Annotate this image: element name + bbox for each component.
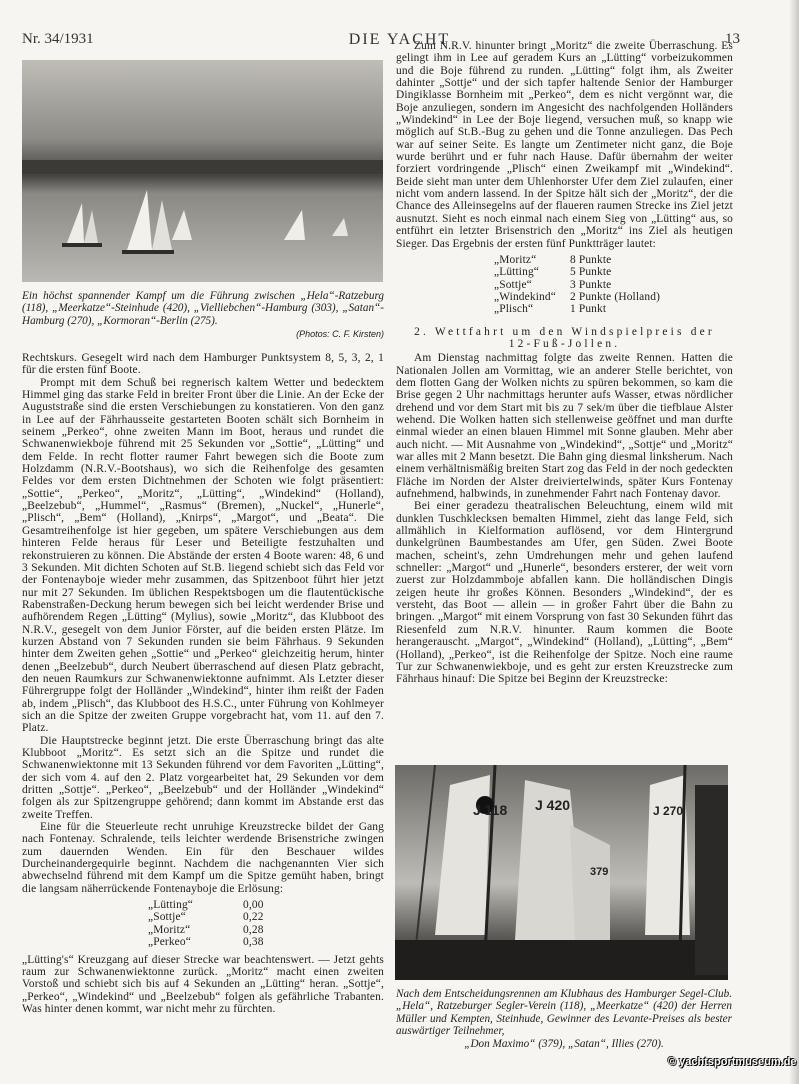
paragraph: Rechtskurs. Gesegelt wird nach dem Hamburger Punktsystem 8, 5, 3, 2, 1 für die ersten fünf Boote. xyxy=(22,352,384,377)
sailboats-illustration xyxy=(22,60,383,282)
fontenay-times-table xyxy=(148,899,384,948)
points: 8 Punkte xyxy=(570,253,612,266)
paragraph: Prompt mit dem Schuß bei regnerisch kaltem Wetter und bedecktem Himmel ging das starke Feld in breiter Front über die Linie. An der Ecke der Auguststraße sind die ersten Verschiebungen zu konstatieren. Von den ganz in Lee auf der Fährhausseite gestarteten Booten schält sich Bornheim in seinem „Perkeo“, ohne zweiten Mann im Boot, heraus und rundet die Schwanenwiekboje führend mit 25 Sekunden vor „Sottie“, „Lütting“ und dem Felde. In recht flotter raumer Fahrt bewegen sich die Boote zum Holzdamm (N.R.V.-Bootshaus), wo sich die Reihenfolge des gesamten Feldes vor dem ersten Dichtnehmen der Schoten wie folgt präsentiert: „Sottie“, „Perkeo“, „Moritz“, „Lütting“, „Windekind“ (Holland), „Beelzebub“, „Hummel“, „Rasmus“ (Bremen), „Nuckel“, „Hunerle“, „Plisch“, „Bem“ (Holland), „Knirps“, „Margot“, und „Beata“. Die Gesamtreihenfolge ist hier gegeben, um spätere Verschiebungen aus dem hinteren Felde heraus für Leser und Beteiligte festzuhalten und rekonstruieren zu können. Die Abstände der ersten 4 Boote waren: 48, 6 und 3 Sekunden. Mit dichten Schoten auf St.B. liegend schiebt sich das Feld vor der Fontenayboje wieder mehr zusammen, das Spitzenboot führt hier jetzt nur mit 27 Sekunden. Im üblichen Respektsbogen um die flautentückische Rabenstraßen-Deckung herum bewegen sich bei leicht werdender Brise und aufhörendem Regen „Lütting“ (Mylius), sowie „Moritz“, das Klubboot des N.R.V., gesegelt von dem Junior Förster, auf die beiden ersten Plätze. Im kurzen Abstand von 7 Sekunden runden sie beim Fährhaus. 9 Sekunden hinter dem Zweiten gehen „Sottie“ und „Perkeo“ gleichzeitig herum, hinter denen „Beelzebub“, durch Neubert überraschend auf diesen Platz gebracht, den neuen Raumkurs zur Schwanenwiektonne aufnimmt. Als Letzter dieser Führergruppe folgt der Holländer „Windekind“, hinter ihm reißt der Faden ab, indem „Plisch“, das Klubboot des H.S.C., unter Führung von Kohlmeyer sich an die Spitze der zweiten Gruppe vorgebracht hat, vom 11. auf den 7. Platz. xyxy=(22,376,384,735)
page-number: 13 xyxy=(725,31,740,47)
paragraph: Am Dienstag nachmittag folgte das zweite Rennen. Hatten die Nationalen Jollen am Vormittag, wie an anderer Stelle berichtet, von dem flotten Gang der Wolken nichts zu spüren bekommen, so kam die Brise gegen 2 Uhr nachmittags herunter aufs Wasser, etwas nördlicher drehend und vor dem Start mit bis zu 7 sek/m über die tiefblaue Alster wehend. Die Wolken hatten sich stellenweise geöffnet und man durfte einmal wieder an einen blauen Himmel mit Sonne glauben. Mehr aber auch nicht. — Mit Ausnahme von „Windekind“, „Sottje“ und „Moritz“ war alles mit 2 Mann besetzt. Die Bahn ging diesmal linksherum. Nach einem verhältnismäßig breiten Start zog das Feld in der noch gedeckten Fläche im Norden der Alster dreiviertelwinds, später Kurs Fontenay aufnehmend, halbwinds, in zunehmender Fahrt nach Fontenay davor. xyxy=(396,352,733,501)
table-row xyxy=(148,936,384,948)
sail-number: J 420 xyxy=(535,797,571,813)
results-table xyxy=(494,254,733,316)
boat-name: „Moritz“ xyxy=(494,253,537,266)
paragraph: Bei einer geradezu theatralischen Beleuchtung, einem wild mit dunklen Tuschklecksen bemalten Himmel, zieht das lange Feld, sich allmählich in Kielformation auflösend, vor dem Hintergrund dunkelgrünen Baumbestandes am Ufer, gen Süden. Zwei Boote machen, scheint's, zehn Umdrehungen mehr und gehen laufend schneller: „Margot“ und „Hunerle“, besonders ersterer, der weit vorn zuerst zur Holzdammboje abfallen kann. Die holländischen Dingis zeigen heute ihr großes Können. Besonders „Windekind“, der es versteht, das Boot — allein — in großer Fahrt über die Bahn zu bringen. „Margot“ mit einem Vorsprung von fast 30 Sekunden führt das Riesenfeld zum N.R.V. hinunter. Raum kommen die Boote herangerauscht. „Margot“, „Windekind“ (Holland), „Lütting“, „Bem“ (Holland), „Perkeo“, ist die Reihenfolge der Spitze. Noch eine raume Tur zur Schwanenwiekboje, und es geht zur ersten Kreuzstrecke zum Fährhaus hinauf: Die Spitze bei Beginn der Kreuzstrecke: xyxy=(396,500,733,686)
time-value: 0,28 xyxy=(243,923,264,936)
time-value: 0,00 xyxy=(243,899,264,912)
table-row xyxy=(494,266,733,278)
watermark: © yachtsportmuseum.de xyxy=(668,1056,797,1068)
points: 2 Punkte (Holland) xyxy=(570,290,661,303)
table-row xyxy=(148,924,384,936)
magazine-title: DIE YACHT xyxy=(348,31,451,48)
boat-name: „Plisch“ xyxy=(494,303,534,316)
paragraph: Eine für die Steuerleute recht unruhige Kreuzstrecke bildet der Gang nach Fontenay. Schralende, teils leichter werdende Brisenstriche zwingen zum dauernden Wenden. Ein für den Beschauer wildes Durcheinandergequirle beginnt. Nachdem die nachgenannten Vier sich abwechselnd führend mit dem Kampf um die Spitze gemüht haben, bringt die langsam näherrückende Fontenayboje die Erlösung: xyxy=(22,821,384,895)
table-row xyxy=(494,279,733,291)
boat-name: „Windekind“ xyxy=(494,290,556,303)
sail-number: J 270 xyxy=(653,804,684,818)
points: 5 Punkte xyxy=(570,266,612,279)
photo-credit: (Photos: C. F. Kirsten) xyxy=(296,329,384,339)
left-column-article xyxy=(22,352,384,1015)
points: 3 Punkte xyxy=(570,278,612,291)
sail-number: J 118 xyxy=(473,802,508,818)
boat-name: „Sottje“ xyxy=(494,278,532,291)
photo-regatta-dinghies xyxy=(22,60,383,282)
paragraph: Die Hauptstrecke beginnt jetzt. Die erste Überraschung bringt das alte Klubboot „Moritz“. Es setzt sich an die Spitze und rundet die Schwanenwiektonne mit 13 Sekunden führend vor dem Favoriten „Lütting“, der sich vom 4. auf den 2. Platz vorgearbeitet hat, 29 Sekunden vor dem dritten „Sottje“. „Perkeo“, „Beelzebub“ und der Holländer „Windekind“ folgen als zur Spitzengruppe gehörend; dann kommt im Abstande erst das zweite Treffen. xyxy=(22,734,384,821)
paragraph: Zum N.R.V. hinunter bringt „Moritz“ die zweite Überraschung. Es gelingt ihm in Lee auf geradem Kurs an „Lütting“ vorbeizukommen und die Boje führend zu runden. „Lütting“ folgt ihm, als Zweiter dahinter „Sottje“ und der sich tapfer haltende Senior der Hamburger Dingiklasse Bornheim mit „Perkeo“, dem es nicht vergönnt war, die Boje anzuliegen, sondern im Angesicht des nachfolgenden Holländers „Windekind“ in Lee der Boje liegend, versuchen muß, so knapp wie möglich auf St.B.-Bug zu gehen und die Tonne anzuliegen. Das Pech war auf seiner Seite. Es langte um Zentimeter nicht ganz, die Boje wurde berührt und er fuhr nach Hause. Dafür übernahm der weiter forziert vordringende „Plisch“ einen Zweikampf mit „Windekind“. Beide sieht man unter dem Uhlenhorster Ufer dem Ziel zulaufen, einer nicht vom andern lassend. In der Spitze hält sich der „Moritz“, der die Chance des Alleinsegelns auf der flaueren raumen Strecke ins Ziel jetzt ausnutzt. Sieht es noch einmal nach einem Sieg von „Lütting“ aus, so entführt ein letzter Brisenstrich den „Moritz“ ins Ziel als heutigen Sieger. Das Ergebnis der ersten fünf Punktträger lautet: xyxy=(396,40,733,250)
photo2-caption xyxy=(396,988,732,1050)
table-row xyxy=(494,303,733,315)
subheading-line: 12-Fuß-Jollen. xyxy=(508,337,621,350)
sail-number: 379 xyxy=(590,866,609,878)
caption-text: „Don Maximo“ (379), „Satan“, Illies (270). xyxy=(464,1037,664,1050)
section-subheading xyxy=(396,326,733,351)
photo1-caption: Ein höchst spannender Kampf um die Führung zwischen „Hela“-Ratzeburg (118), „Meerkatze“-Steinhude (420), „Vielliebchen“-Hamburg (303), „Satan“-Hamburg (270), „Kormoran“-Berlin (275). xyxy=(22,290,384,327)
table-row xyxy=(494,254,733,266)
issue-number: Nr. 34/1931 xyxy=(22,31,94,47)
points: 1 Punkt xyxy=(570,303,607,316)
boat-name: „Lütting“ xyxy=(494,266,539,279)
sailboats-illustration xyxy=(395,765,728,980)
boat-name: „Moritz“ xyxy=(148,923,191,936)
boat-name: „Perkeo“ xyxy=(148,936,191,949)
table-row xyxy=(148,899,384,911)
paragraph: „Lütting's“ Kreuzgang auf dieser Strecke war beachtenswert. — Jetzt gehts raum zur Schwanenwiektonne zurück. „Moritz“ macht einen zweiten Vorstoß und schiebt sich bis auf 4 Sekunden an „Lütting“ heran. „Sottje“, „Perkeo“, „Windekind“ und „Beelzebub“ folgen als gefährliche Trabanten. Was hinter denen kommt, war nicht mehr zu fürchten. xyxy=(22,953,384,1015)
page-edge-shadow xyxy=(790,0,799,1084)
boat-name: „Sottje“ xyxy=(148,911,186,924)
time-value: 0,22 xyxy=(243,911,264,924)
boat-name: „Lütting“ xyxy=(148,899,193,912)
table-row xyxy=(494,291,733,303)
right-column-article xyxy=(396,40,733,686)
time-value: 0,38 xyxy=(243,936,264,949)
table-row xyxy=(148,911,384,923)
photo-clubhouse-boats xyxy=(395,765,728,980)
subheading-line: 2. Wettfahrt um den Windspielpreis der xyxy=(414,325,715,338)
caption-text: Nach dem Entscheidungsrennen am Klubhaus des Hamburger Segel-Club. „Hela“, Ratzeburger Segler-Verein (118), „Meerkatze“ (420) der Herren Müller und Kempten, Steinhude, Gewinner des Levante-Preises als bester auswärtiger Teilnehmer, xyxy=(396,988,732,1038)
